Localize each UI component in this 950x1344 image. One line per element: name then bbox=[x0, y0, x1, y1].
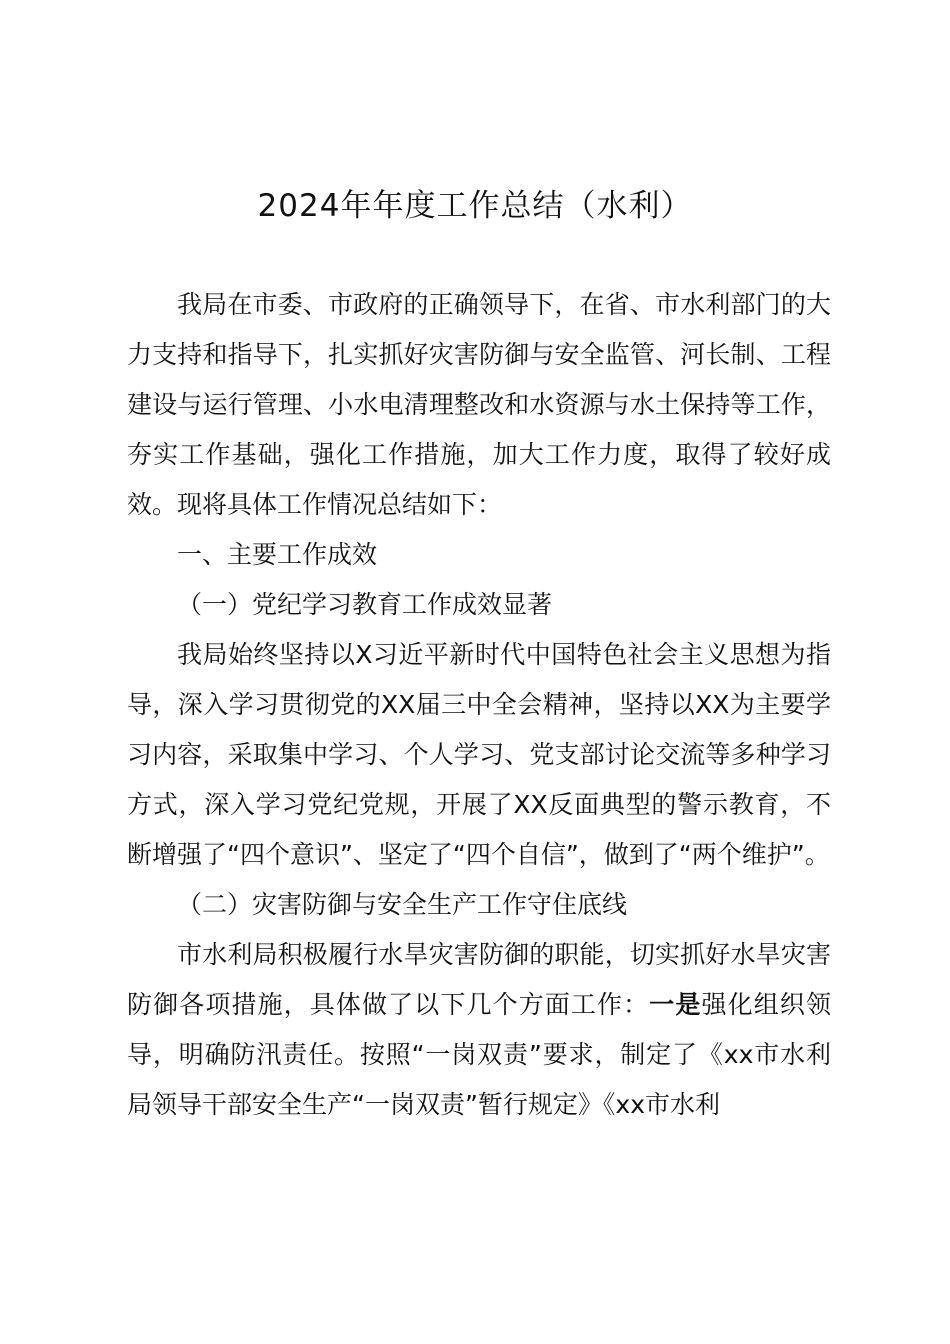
subsection-heading-disaster-prevention: （二）灾害防御与安全生产工作守住底线 bbox=[177, 890, 628, 919]
section-heading-main-achievements: 一、主要工作成效 bbox=[177, 540, 378, 569]
party-discipline-paragraph: 我局始终坚持以X习近平新时代中国特色社会主义思想为指导，深入学习贯彻党的XX届三中全会精神，坚持以XX为主要学习内容，采取集中学习、个人学习、党支部讨论交流等多种学习方式，深入学习党纪党规，开展了XX反面典型的警示教育，不断增强了“四个意识”、坚定了“四个自信”，做到了“两个维护”。 bbox=[127, 640, 831, 869]
document-body bbox=[127, 280, 831, 1130]
disaster-prevention-paragraph bbox=[127, 930, 831, 1130]
first-point-marker: 一是 bbox=[649, 990, 702, 1019]
document-title: 2024年年度工作总结（水利） bbox=[257, 188, 693, 224]
disaster-prevention-text-a: 市水利局积极履行水旱灾害防御的职能，切实抓好水旱灾害防御各项措施，具体做了以下几个方面工作： bbox=[127, 940, 831, 1019]
subsection-heading-party-discipline: （一）党纪学习教育工作成效显著 bbox=[177, 590, 553, 619]
disaster-prevention-text-b: 强化组织领导，明确防汛责任。按照“一岗双责”要求，制定了《xx市水利局领导干部安全生产“一岗双责”暂行规定》《xx市水利 bbox=[127, 990, 831, 1119]
intro-paragraph: 我局在市委、市政府的正确领导下，在省、市水利部门的大力支持和指导下，扎实抓好灾害防御与安全监管、河长制、工程建设与运行管理、小水电清理整改和水资源与水土保持等工作，夯实工作基础，强化工作措施，加大工作力度，取得了较好成效。现将具体工作情况总结如下： bbox=[127, 290, 831, 519]
